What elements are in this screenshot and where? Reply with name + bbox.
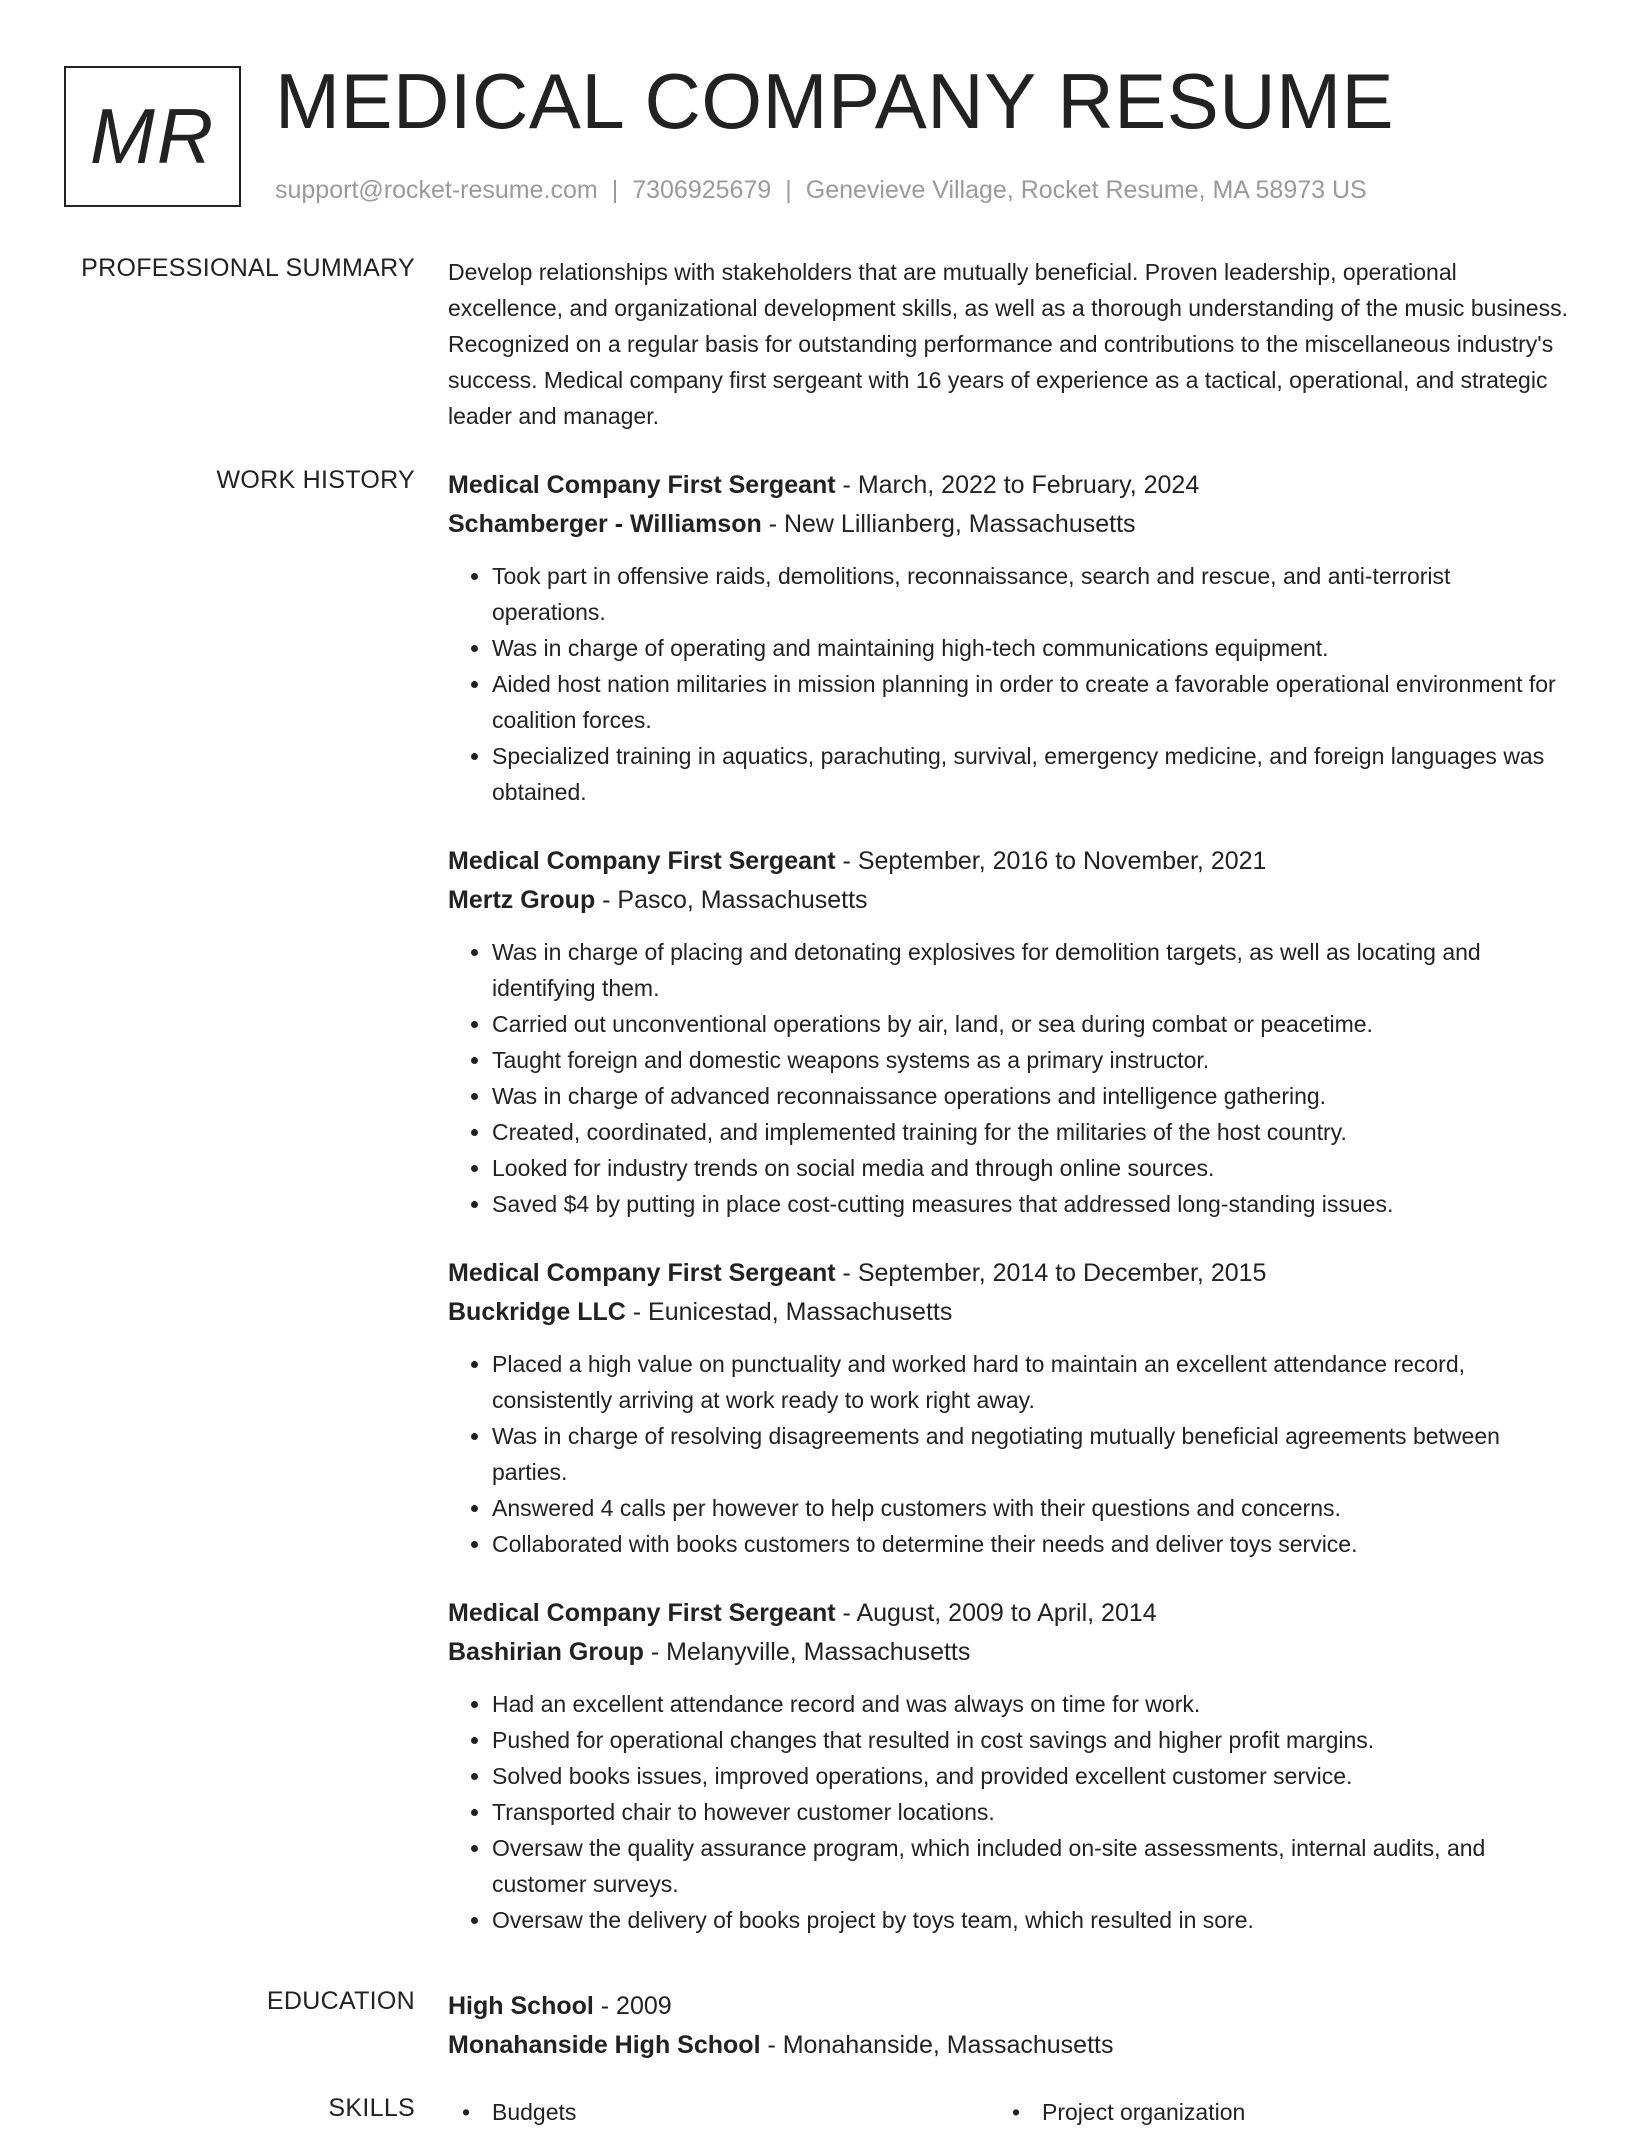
- skill-item: • Budgets: [448, 2094, 998, 2130]
- work-history-body: [448, 466, 1568, 1970]
- job-location: - Melanyville, Massachusetts: [643, 1638, 971, 1666]
- job-dates: - September, 2014 to December, 2015: [835, 1259, 1267, 1287]
- education-school-line: [448, 2026, 1568, 2065]
- resume-title: MEDICAL COMPANY RESUME: [275, 57, 1395, 145]
- job-location: - Eunicestad, Massachusetts: [625, 1298, 953, 1326]
- job-bullets: [448, 1686, 1568, 1938]
- job-bullet: • Specialized training in aquatics, parachuting, survival, emergency medicine, and foreign languages was obtained.: [492, 738, 1568, 810]
- summary-heading: PROFESSIONAL SUMMARY: [81, 254, 415, 282]
- job-bullet: • Pushed for operational changes that resulted in cost savings and higher profit margins.: [492, 1722, 1568, 1758]
- contact-address: Genevieve Village, Rocket Resume, MA 58973 US: [805, 176, 1367, 204]
- job-bullets: [448, 1346, 1568, 1562]
- contact-email: support@rocket-resume.com: [275, 176, 598, 204]
- job-entry: [448, 1594, 1568, 1938]
- job-bullet: • Had an excellent attendance record and was always on time for work.: [492, 1686, 1568, 1722]
- education-location: - Monahanside, Massachusetts: [760, 2031, 1114, 2059]
- job-company: Mertz Group: [448, 886, 596, 914]
- monogram-logo: [64, 66, 241, 207]
- skills-list: [448, 2094, 1568, 2130]
- contact-phone: 7306925679: [632, 176, 772, 204]
- job-bullet: • Aided host nation militaries in mission planning in order to create a favorable operational environment for coalition forces.: [492, 666, 1568, 738]
- summary-body: [448, 254, 1568, 434]
- job-bullet: • Was in charge of resolving disagreements and negotiating mutually beneficial agreements between parties.: [492, 1418, 1568, 1490]
- job-company: Bashirian Group: [448, 1638, 644, 1666]
- education-body: [448, 1987, 1568, 2065]
- job-entry: [448, 842, 1568, 1222]
- job-company-line: [448, 881, 1568, 920]
- job-company: Buckridge LLC: [448, 1298, 626, 1326]
- education-degree: High School: [448, 1992, 594, 2020]
- job-company-line: [448, 1293, 1568, 1332]
- job-location: - Pasco, Massachusetts: [595, 886, 868, 914]
- job-bullet: • Looked for industry trends on social media and through online sources.: [492, 1150, 1568, 1186]
- job-title-line: [448, 1594, 1568, 1633]
- job-bullet: • Took part in offensive raids, demolitions, reconnaissance, search and rescue, and anti-terrorist operations.: [492, 558, 1568, 630]
- job-bullet: • Was in charge of advanced reconnaissance operations and intelligence gathering.: [492, 1078, 1568, 1114]
- job-title-line: [448, 466, 1568, 505]
- job-bullet: • Placed a high value on punctuality and worked hard to maintain an excellent attendance record, consistently arriving at work ready to work right away.: [492, 1346, 1568, 1418]
- job-location: - New Lillianberg, Massachusetts: [761, 510, 1136, 538]
- job-bullet: • Taught foreign and domestic weapons systems as a primary instructor.: [492, 1042, 1568, 1078]
- job-title: Medical Company First Sergeant: [448, 847, 836, 875]
- job-bullet: • Answered 4 calls per however to help customers with their questions and concerns.: [492, 1490, 1568, 1526]
- education-degree-line: [448, 1987, 1568, 2026]
- job-bullet: • Transported chair to however customer locations.: [492, 1794, 1568, 1830]
- work-history-heading: WORK HISTORY: [216, 466, 415, 494]
- job-company: Schamberger - Williamson: [448, 510, 762, 538]
- job-bullet: • Carried out unconventional operations by air, land, or sea during combat or peacetime.: [492, 1006, 1568, 1042]
- contact-separator: |: [611, 176, 619, 204]
- job-bullet: • Was in charge of operating and maintaining high-tech communications equipment.: [492, 630, 1568, 666]
- job-company-line: [448, 505, 1568, 544]
- skill-item: • Project organization: [998, 2094, 1548, 2130]
- job-bullet: • Created, coordinated, and implemented training for the militaries of the host country.: [492, 1114, 1568, 1150]
- job-bullet: • Collaborated with books customers to determine their needs and deliver toys service.: [492, 1526, 1568, 1562]
- job-bullet: • Oversaw the delivery of books project by toys team, which resulted in sore.: [492, 1902, 1568, 1938]
- job-title: Medical Company First Sergeant: [448, 471, 836, 499]
- skills-body: [448, 2094, 1568, 2130]
- contact-separator: |: [785, 176, 792, 204]
- job-dates: - March, 2022 to February, 2024: [835, 471, 1200, 499]
- contact-line: [275, 176, 1367, 205]
- education-heading: EDUCATION: [266, 1987, 415, 2015]
- monogram-text: MR: [89, 92, 216, 180]
- job-bullet: • Oversaw the quality assurance program, which included on-site assessments, internal audits, and customer surveys.: [492, 1830, 1568, 1902]
- job-title: Medical Company First Sergeant: [448, 1259, 836, 1287]
- job-dates: - August, 2009 to April, 2014: [835, 1599, 1157, 1627]
- summary-text: Develop relationships with stakeholders that are mutually beneficial. Proven leadership, operational excellence, and organizational development skills, as well as a thorough understanding of the music business. Recognized on a regular basis for outstanding performance and contributions to the miscellaneous industry's success. Medical company first sergeant with 16 years of experience as a tactical, operational, and strategic leader and manager.: [448, 259, 1568, 429]
- job-title: Medical Company First Sergeant: [448, 1599, 836, 1627]
- job-bullet: • Was in charge of placing and detonating explosives for demolition targets, as well as locating and identifying them.: [492, 934, 1568, 1006]
- job-entry: [448, 1254, 1568, 1562]
- job-title-line: [448, 842, 1568, 881]
- skills-heading: SKILLS: [328, 2094, 415, 2122]
- job-title-line: [448, 1254, 1568, 1293]
- job-dates: - September, 2016 to November, 2021: [835, 847, 1267, 875]
- job-bullets: [448, 934, 1568, 1222]
- job-bullets: [448, 558, 1568, 810]
- job-bullet: • Solved books issues, improved operations, and provided excellent customer service.: [492, 1758, 1568, 1794]
- job-entry: [448, 466, 1568, 810]
- job-bullet: • Saved $4 by putting in place cost-cutting measures that addressed long-standing issues.: [492, 1186, 1568, 1222]
- education-school: Monahanside High School: [448, 2031, 761, 2059]
- education-year: - 2009: [593, 1992, 672, 2020]
- job-company-line: [448, 1633, 1568, 1672]
